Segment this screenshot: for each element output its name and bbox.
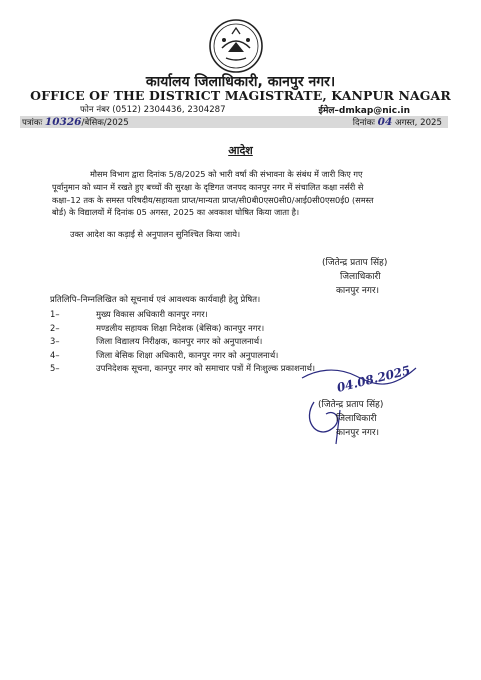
- letter-date-suffix: अगस्त, 2025: [395, 118, 442, 128]
- letter-date: [353, 116, 442, 129]
- signatory-location: कानपुर नगर।: [336, 428, 380, 438]
- signatory-location: कानपुर नगर।: [336, 286, 380, 296]
- signatory-designation: जिलाधिकारी: [340, 272, 381, 282]
- order-paragraph: [52, 168, 450, 219]
- office-title-hindi: कार्यालय जिलाधिकारी, कानपुर नगर।: [145, 74, 336, 90]
- list-item-text: मण्डलीय सहायक शिक्षा निदेशक (बेसिक) कानपुर नगर।: [96, 322, 265, 333]
- compliance-line: उक्त आदेश का कड़ाई से अनुपालन सुनिश्चित किया जाये।: [70, 229, 241, 239]
- list-item-number: 5–: [50, 363, 60, 374]
- phone-number: फोन नंबर (0512) 2304436, 2304287: [80, 105, 226, 115]
- signature-block-copy: [318, 398, 383, 440]
- handwritten-date: 04.08.2025: [335, 363, 412, 395]
- reference-bar: [20, 116, 448, 128]
- list-item-text: मुख्य विकास अधिकारी कानपुर नगर।: [96, 309, 208, 319]
- order-line: बोर्ड) के विद्यालयों में दिनांक 05 अगस्त, 2025 का अवकाश घोषित किया जाता है।: [52, 207, 300, 218]
- copy-to-intro: प्रतिलिपि–निम्नलिखित को सूचनार्थ एवं आवश्यक कार्यवाही हेतु प्रेषित।: [50, 294, 261, 304]
- office-title-english: OFFICE OF THE DISTRICT MAGISTRATE, KANPUR NAGAR: [30, 88, 451, 103]
- list-item-text: जिला बेसिक शिक्षा अधिकारी, कानपुर नगर को अनुपालनार्थ।: [96, 349, 279, 360]
- order-line: पूर्वानुमान को ध्यान में रखते हुए बच्चों की सुरक्षा के दृष्टिगत जनपद कानपुर नगर में संचालित कक्षा नर्सरी से: [52, 181, 364, 192]
- order-line: कक्षा–12 तक के समस्त परिषदीय/सहायता प्राप्त/मान्यता प्राप्त/सी0बी0एस0सी0/आई0सी0एस0ई0 (समस्त: [52, 194, 374, 205]
- list-item-number: 4–: [50, 349, 60, 360]
- letter-number: [22, 116, 129, 129]
- order-title: आदेश: [228, 144, 253, 157]
- signatory-name: (जितेन्द्र प्रताप सिंह): [322, 258, 388, 268]
- list-item-number: 1–: [50, 309, 60, 319]
- up-state-emblem-icon: [208, 18, 264, 74]
- list-item-number: 3–: [50, 336, 60, 347]
- order-line: मौसम विभाग द्वारा दिनांक 5/8/2025 को भारी वर्षा की संभावना के संबंध में जारी किए गए: [90, 169, 363, 179]
- email-address: ईमेल–dmkap@nic.in: [318, 106, 410, 116]
- list-item-text: उपनिदेशक सूचना, कानपुर नगर को समाचार पत्रों में निःशुल्क प्रकाशनार्थ।: [96, 363, 316, 374]
- letter-date-prefix: दिनांकः: [352, 118, 375, 128]
- letter-number-suffix: /बेसिक/2025: [81, 118, 129, 128]
- list-item-number: 2–: [50, 322, 60, 333]
- signature-block-main: [322, 256, 387, 298]
- letter-number-handwritten: 10326: [44, 116, 82, 128]
- letter-date-handwritten: 04: [377, 116, 393, 128]
- signatory-designation: जिलाधिकारी: [336, 414, 377, 424]
- list-item-text: जिला विद्यालय निरीक्षक, कानपुर नगर को अनुपालनार्थ।: [96, 336, 263, 347]
- letter-number-prefix: पत्रांकः: [22, 118, 43, 128]
- signatory-name: (जितेन्द्र प्रताप सिंह): [318, 400, 384, 410]
